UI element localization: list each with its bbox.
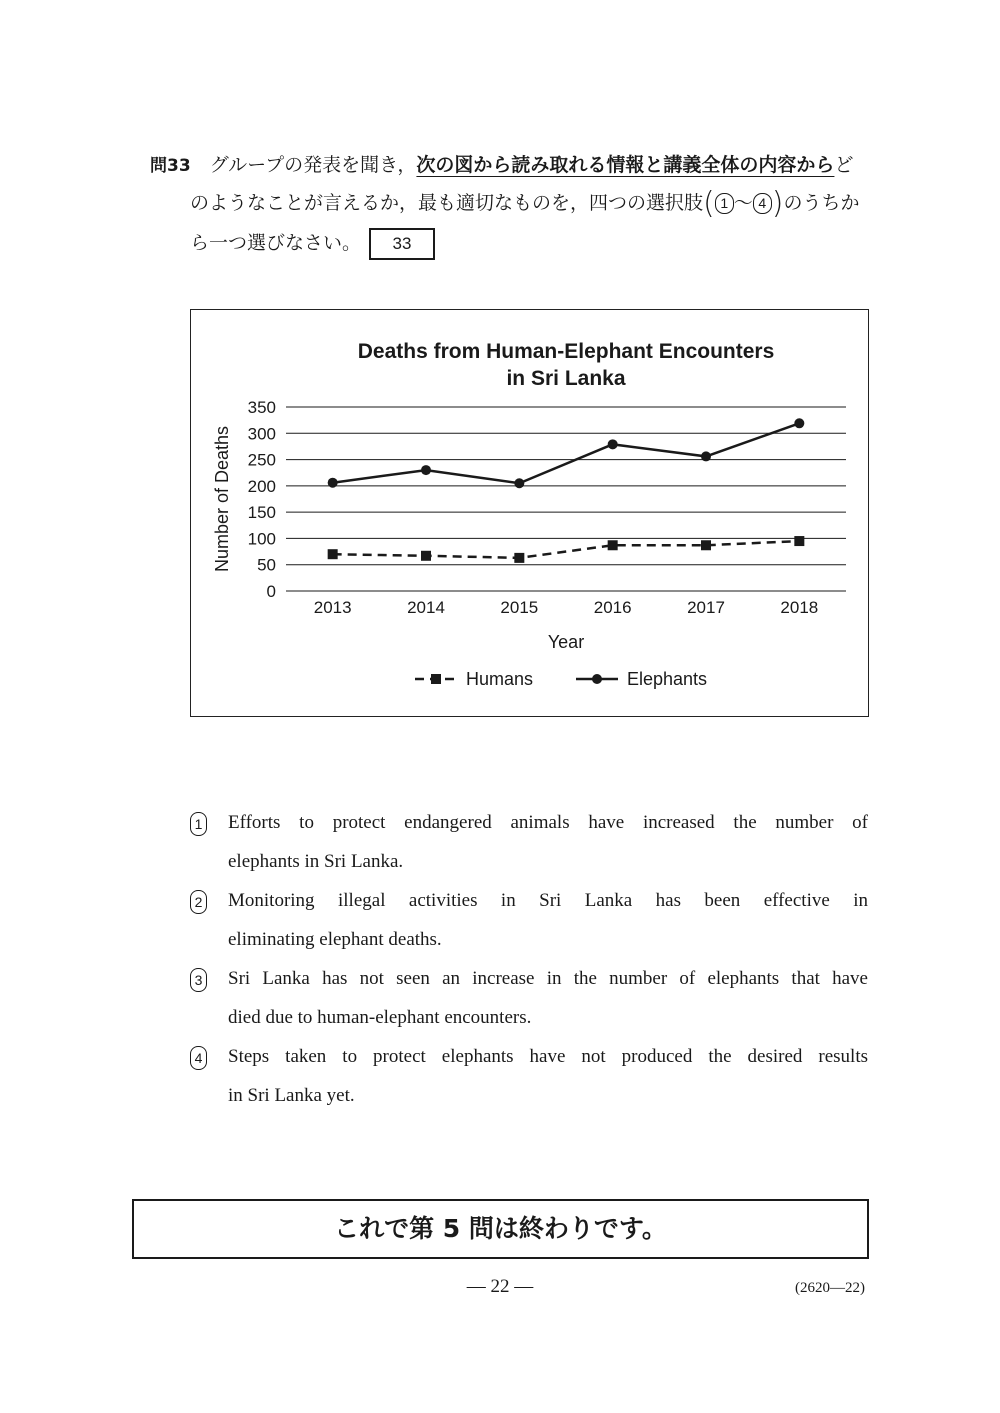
option-text-line: eliminating elephant deaths.	[228, 929, 442, 950]
chart-title-line: Deaths from Human-Elephant Encounters	[357, 340, 775, 363]
question-text-2-tail: のうちか	[783, 192, 860, 214]
y-tick-label: 100	[247, 529, 276, 549]
question-text-2: のようなことが言えるか，最も適切なものを，四つの選択肢	[190, 192, 704, 214]
x-tick-label: 2018	[780, 598, 819, 617]
data-point-circle	[701, 451, 711, 461]
range-start-marker: 1	[715, 193, 734, 214]
x-tick-label: 2014	[407, 598, 445, 617]
legend-label: Elephants	[627, 669, 708, 689]
line-chart	[191, 310, 868, 716]
data-point-circle	[421, 465, 431, 475]
y-tick-label: 50	[257, 555, 276, 575]
option-number: 4	[190, 1046, 207, 1070]
data-point-square	[608, 540, 618, 550]
range-separator: ～	[733, 192, 753, 214]
option-text-line: elephants in Sri Lanka.	[228, 851, 404, 872]
option-text-line: Steps taken to protect elephants have not produced the desired results	[228, 1046, 868, 1067]
legend-marker-square	[431, 674, 441, 684]
series-line-elephants	[333, 423, 800, 483]
question-line-2: のようなことが言えるか，最も適切なものを，四つの選択肢( 1 ～ 4 )のうちか	[190, 186, 860, 221]
chart-frame	[190, 309, 869, 717]
question-number: 問33	[150, 156, 191, 176]
chart-title-line: in Sri Lanka	[506, 367, 626, 390]
legend-marker-circle	[592, 674, 602, 684]
y-axis-label: Number of Deaths	[212, 425, 232, 573]
y-tick-label: 200	[247, 476, 276, 496]
question-line-3	[190, 224, 435, 262]
exam-code: (2620―22)	[795, 1280, 865, 1296]
data-point-square	[701, 540, 711, 550]
data-point-square	[514, 553, 524, 563]
x-tick-label: 2013	[313, 598, 352, 617]
x-tick-label: 2016	[593, 598, 632, 617]
x-tick-label: 2015	[500, 598, 539, 617]
data-point-circle	[608, 439, 618, 449]
question-text-3: ら一つ選びなさい。	[190, 232, 362, 254]
option-number: 2	[190, 890, 207, 914]
data-point-circle	[794, 418, 804, 428]
data-point-circle	[328, 478, 338, 488]
y-tick-label: 350	[247, 398, 276, 417]
option-text-line: Monitoring illegal activities in Sri Lanka has been effective in	[228, 890, 868, 911]
y-tick-label: 150	[247, 503, 276, 523]
question-line-1	[150, 146, 853, 185]
question-text-1: グループの発表を聞き，	[209, 154, 417, 176]
data-point-square	[328, 549, 338, 559]
range-end-marker: 4	[753, 193, 772, 214]
series-line-humans	[333, 541, 800, 558]
answer-box: 33	[369, 228, 435, 260]
option-text-line: died due to human-elephant encounters.	[228, 1007, 532, 1028]
option-text-line: in Sri Lanka yet.	[228, 1085, 355, 1106]
data-point-square	[794, 536, 804, 546]
y-tick-label: 0	[266, 582, 276, 601]
x-axis-label: Year	[547, 632, 585, 652]
end-notice: これで第 5 問は終わりです。	[132, 1199, 869, 1259]
x-tick-label: 2017	[687, 598, 725, 617]
question-underlined-text: 次の図から読み取れる情報と講義全体の内容から	[416, 154, 835, 176]
option-number: 1	[190, 812, 207, 836]
option-number: 3	[190, 968, 207, 992]
legend-label: Humans	[466, 669, 534, 689]
option-text-line: Efforts to protect endangered animals have increased the number of	[228, 812, 868, 833]
question-text-1-tail: ど	[834, 154, 854, 176]
y-tick-label: 300	[247, 424, 276, 444]
option-text-line: Sri Lanka has not seen an increase in the number of elephants that have	[228, 968, 868, 989]
data-point-circle	[514, 478, 524, 488]
page-number: ― 22 ―	[466, 1276, 534, 1297]
y-tick-label: 250	[247, 450, 276, 470]
data-point-square	[421, 551, 431, 561]
